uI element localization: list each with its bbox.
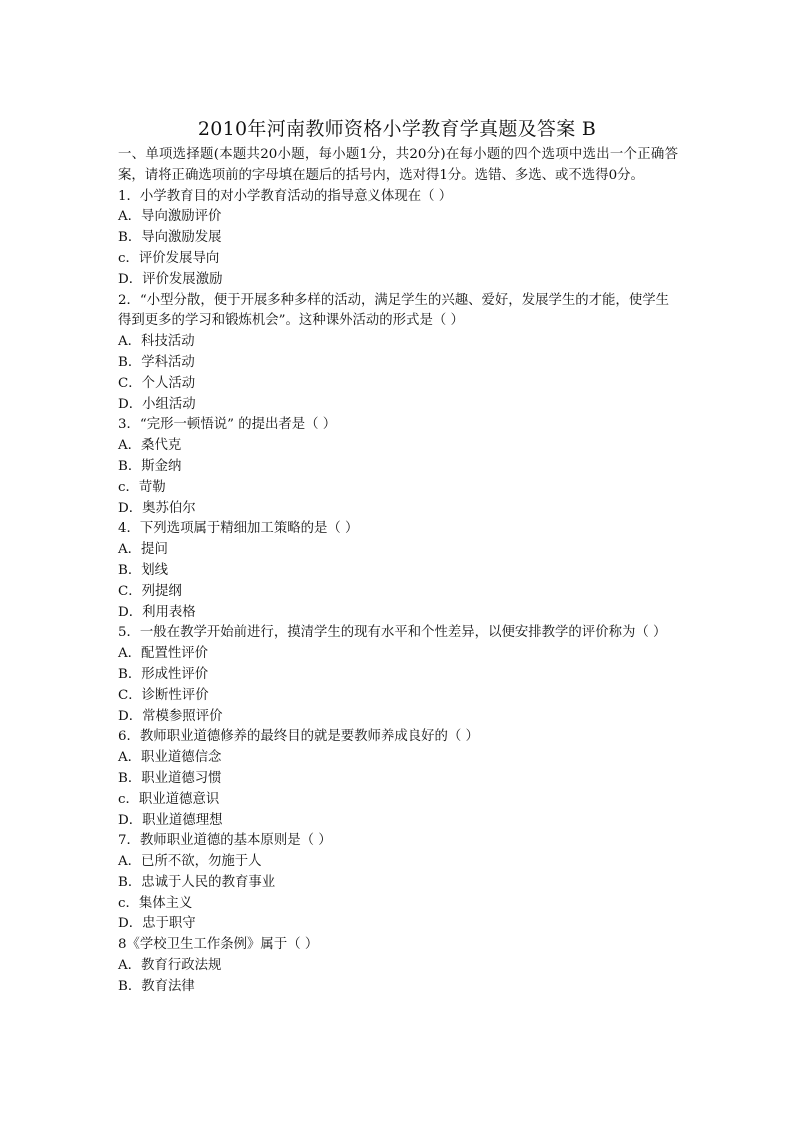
question-6 [118,727,678,831]
question-7 [118,831,678,935]
option-b: B．斯金纳 [118,458,182,474]
question-5 [118,623,678,727]
option-b: B．忠诚于人民的教育事业 [118,874,276,890]
question-3 [118,415,678,519]
option-b: B．形成性评价 [118,666,209,682]
question-2 [118,291,678,416]
option-c: c．评价发展导向 [118,250,220,266]
option-d: D．职业道德理想 [118,812,223,828]
option-d: D．利用表格 [118,604,196,620]
question-4 [118,519,678,623]
option-a: A．教育行政法规 [118,958,222,974]
option-a: A．职业道德信念 [118,750,222,766]
question-text: 6．教师职业道德修养的最终目的就是要教师养成良好的（ ） [118,729,479,745]
option-b: B．职业道德习惯 [118,770,222,786]
option-b: B．划线 [118,562,169,578]
option-a: A．提问 [118,542,168,558]
option-a: A．已所不欲，勿施于人 [118,854,262,870]
option-d: D．小组活动 [118,396,196,412]
question-text: 5．一般在教学开始前进行，摸清学生的现有水平和个性差异，以便安排教学的评价称为（ ） [118,625,667,641]
option-c: c．职业道德意识 [118,791,220,807]
option-a: A．桑代克 [118,438,182,454]
option-a: A．导向激励评价 [118,209,222,225]
question-text: 4．下列选项属于精细加工策略的是（ ） [118,521,359,537]
document-title: 2010年河南教师资格小学教育学真题及答案 B [197,118,597,140]
question-text: 3．“完形一顿悟说” 的提出者是（ ） [118,417,337,433]
document-body [118,145,678,998]
question-text: 1．小学教育目的对小学教育活动的指导意义体现在（ ） [118,188,453,204]
question-8 [118,935,678,997]
option-b: B．教育法律 [118,978,195,994]
option-d: D．常模参照评价 [118,708,223,724]
option-c: c．集体主义 [118,895,193,911]
section-instructions: 一、单项选择题(本题共20小题，每小题1分，共20分)在每小题的四个选项中选出一个正确答案，请将正确选项前的字母填在题后的括号内，选对得1分。选错、多选、或不选得0分。 [118,147,678,183]
option-b: B．学科活动 [118,354,195,370]
option-d: D．评价发展激励 [118,271,223,287]
question-1 [118,187,678,291]
question-text: 8《学校卫生工作条例》属于（ ） [118,937,319,953]
option-c: c．苛勒 [118,479,166,495]
question-text: 7．教师职业道德的基本原则是（ ） [118,833,332,849]
option-d: D．奥苏伯尔 [118,500,196,516]
option-c: C．诊断性评价 [118,687,209,703]
question-text: 2．“小型分散，便于开展多种多样的活动，满足学生的兴趣、爱好，发展学生的才能，使学生得到更多的学习和锻炼机会”。这种课外活动的形式是（ ） [118,292,669,329]
option-b: B．导向激励发展 [118,230,222,246]
option-a: A．科技活动 [118,334,195,350]
option-c: C．列提纲 [118,583,182,599]
option-c: C．个人活动 [118,375,196,391]
option-d: D．忠于职守 [118,916,196,932]
option-a: A．配置性评价 [118,646,209,662]
